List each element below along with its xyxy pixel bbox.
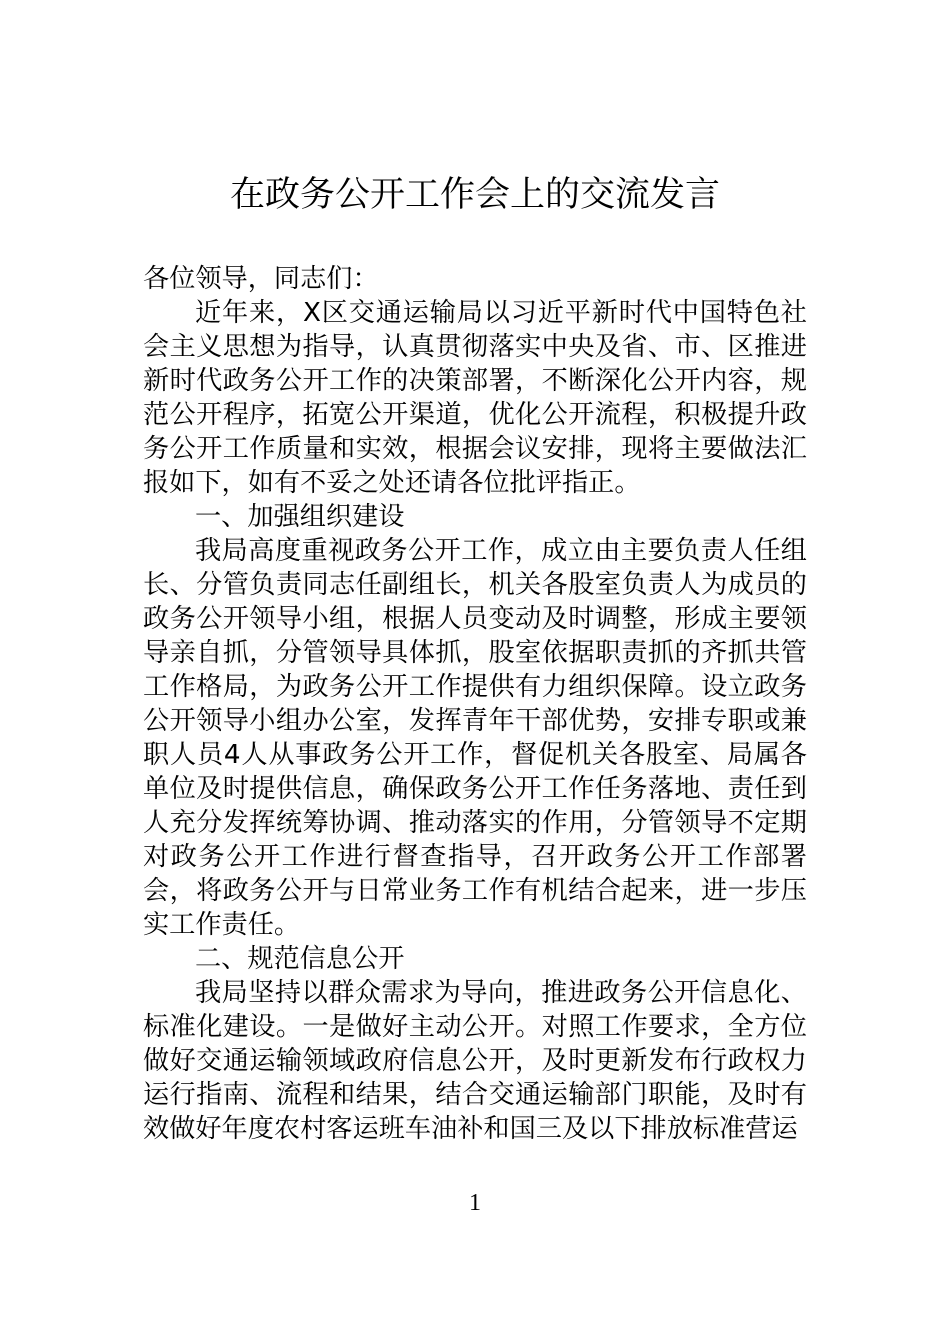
- document-title: 在政务公开工作会上的交流发言: [229, 175, 720, 215]
- paragraph-disclosure: 我局坚持以群众需求为导向，推进政务公开信息化、标准化建设。一是做好主动公开。对照工作要求，全方位做好交通运输领域政府信息公开，及时更新发布行政权力运行指南、流程和结果，结合交通运输部门职能，及时有效做好年度农村客运班车油补和国三及以下排放标准营运: [143, 978, 807, 1144]
- page-number: 1: [469, 1190, 481, 1216]
- paragraph-intro: 近年来，X区交通运输局以习近平新时代中国特色社会主义思想为指导，认真贯彻落实中央及省、市、区推进新时代政务公开工作的决策部署，不断深化公开内容，规范公开程序，拓宽公开渠道，优化公开流程，积极提升政务公开工作质量和实效，根据会议安排，现将主要做法汇报如下，如有不妥之处还请各位批评指正。: [143, 298, 807, 498]
- section-heading-organization: 一、加强组织建设: [195, 502, 405, 532]
- paragraph-organization: 我局高度重视政务公开工作，成立由主要负责人任组长、分管负责同志任副组长，机关各股室负责人为成员的政务公开领导小组，根据人员变动及时调整，形成主要领导亲自抓，分管领导具体抓，股室依据职责抓的齐抓共管工作格局，为政务公开工作提供有力组织保障。设立政务公开领导小组办公室，发挥青年干部优势，安排专职或兼职人员4人从事政务公开工作，督促机关各股室、局属各单位及时提供信息，确保政务公开工作任务落地、责任到人充分发挥统筹协调、推动落实的作用，分管领导不定期对政务公开工作进行督查指导，召开政务公开工作部署会，将政务公开与日常业务工作有机结合起来，进一步压实工作责任。: [143, 536, 807, 940]
- document-body: [143, 262, 807, 1146]
- salutation: 各位领导，同志们：: [143, 264, 379, 294]
- section-heading-disclosure: 二、规范信息公开: [195, 944, 405, 974]
